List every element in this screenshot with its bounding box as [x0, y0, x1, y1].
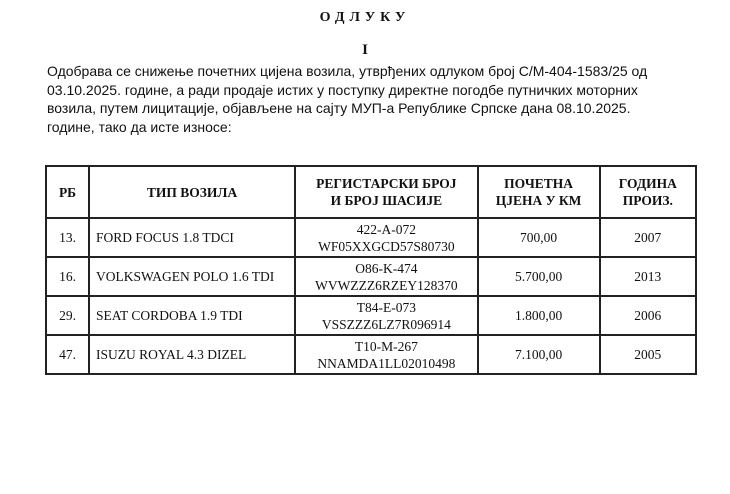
cell-year: 2005 [600, 335, 696, 374]
cell-chassis-number: NNAMDA1LL02010498 [317, 355, 456, 371]
header-registration-line2: И БРОЈ ШАСИЈЕ [330, 193, 443, 208]
table-header-row [46, 166, 696, 218]
paragraph-line: Одобрава се снижење почетних цијена возила, утврђених одлуком број С/М-404-1583/25 од [47, 63, 648, 79]
paragraph-line: возила, путем лицитације, објављене на сајту МУП-а Републике Српске дана 08.10.2025. [47, 100, 631, 116]
cell-price: 700,00 [478, 218, 600, 257]
cell-vehicle-type: FORD FOCUS 1.8 TDCI [89, 218, 295, 257]
paragraph-line: године, тако да исте износе: [47, 118, 232, 135]
cell-price: 7.100,00 [478, 335, 600, 374]
header-vehicle-type: ТИП ВОЗИЛА [89, 166, 295, 218]
cell-vehicle-type: ISUZU ROYAL 4.3 DIZEL [89, 335, 295, 374]
section-number: I [362, 42, 368, 58]
cell-rb: 29. [46, 296, 89, 335]
header-year-line2: ПРОИЗ. [622, 193, 673, 208]
cell-vehicle-type: SEAT CORDOBA 1.9 TDI [89, 296, 295, 335]
cell-price: 1.800,00 [478, 296, 600, 335]
cell-rb: 13. [46, 218, 89, 257]
cell-year: 2013 [600, 257, 696, 296]
header-price-line2: ЦЈЕНА У КМ [495, 193, 582, 208]
table-row [46, 335, 696, 374]
table-row [46, 257, 696, 296]
document-heading: ОДЛУКУ [319, 10, 411, 25]
cell-chassis-number: WVWZZZ6RZEY128370 [315, 277, 458, 293]
vehicle-table [45, 165, 697, 375]
cell-rb: 47. [46, 335, 89, 374]
table-row [46, 218, 696, 257]
header-registration [295, 166, 477, 218]
cell-registration [295, 257, 477, 296]
cell-registration [295, 218, 477, 257]
header-registration-line1: РЕГИСТАРСКИ БРОЈ [316, 176, 457, 191]
header-price-line1: ПОЧЕТНА [504, 176, 574, 191]
cell-registration-number: 422-A-072 [356, 221, 416, 237]
decision-paragraph [47, 62, 687, 136]
header-rb: РБ [46, 166, 89, 218]
table-row [46, 296, 696, 335]
cell-registration [295, 335, 477, 374]
cell-chassis-number: WF05XXGCD57S80730 [318, 238, 455, 254]
cell-year: 2006 [600, 296, 696, 335]
cell-year: 2007 [600, 218, 696, 257]
cell-price: 5.700,00 [478, 257, 600, 296]
cell-chassis-number: VSSZZZ6LZ7R096914 [321, 316, 451, 332]
cell-registration [295, 296, 477, 335]
paragraph-line: 03.10.2025. године, а ради продаје истих у поступку директне погодбе путничких моторних [47, 81, 638, 98]
cell-registration-number: T10-M-267 [354, 338, 418, 354]
cell-registration-number: O86-K-474 [355, 260, 418, 276]
cell-vehicle-type: VOLKSWAGEN POLO 1.6 TDI [89, 257, 295, 296]
cell-registration-number: T84-E-073 [356, 299, 416, 315]
header-price [478, 166, 600, 218]
header-year-line1: ГОДИНА [618, 176, 677, 191]
header-year [600, 166, 696, 218]
cell-rb: 16. [46, 257, 89, 296]
